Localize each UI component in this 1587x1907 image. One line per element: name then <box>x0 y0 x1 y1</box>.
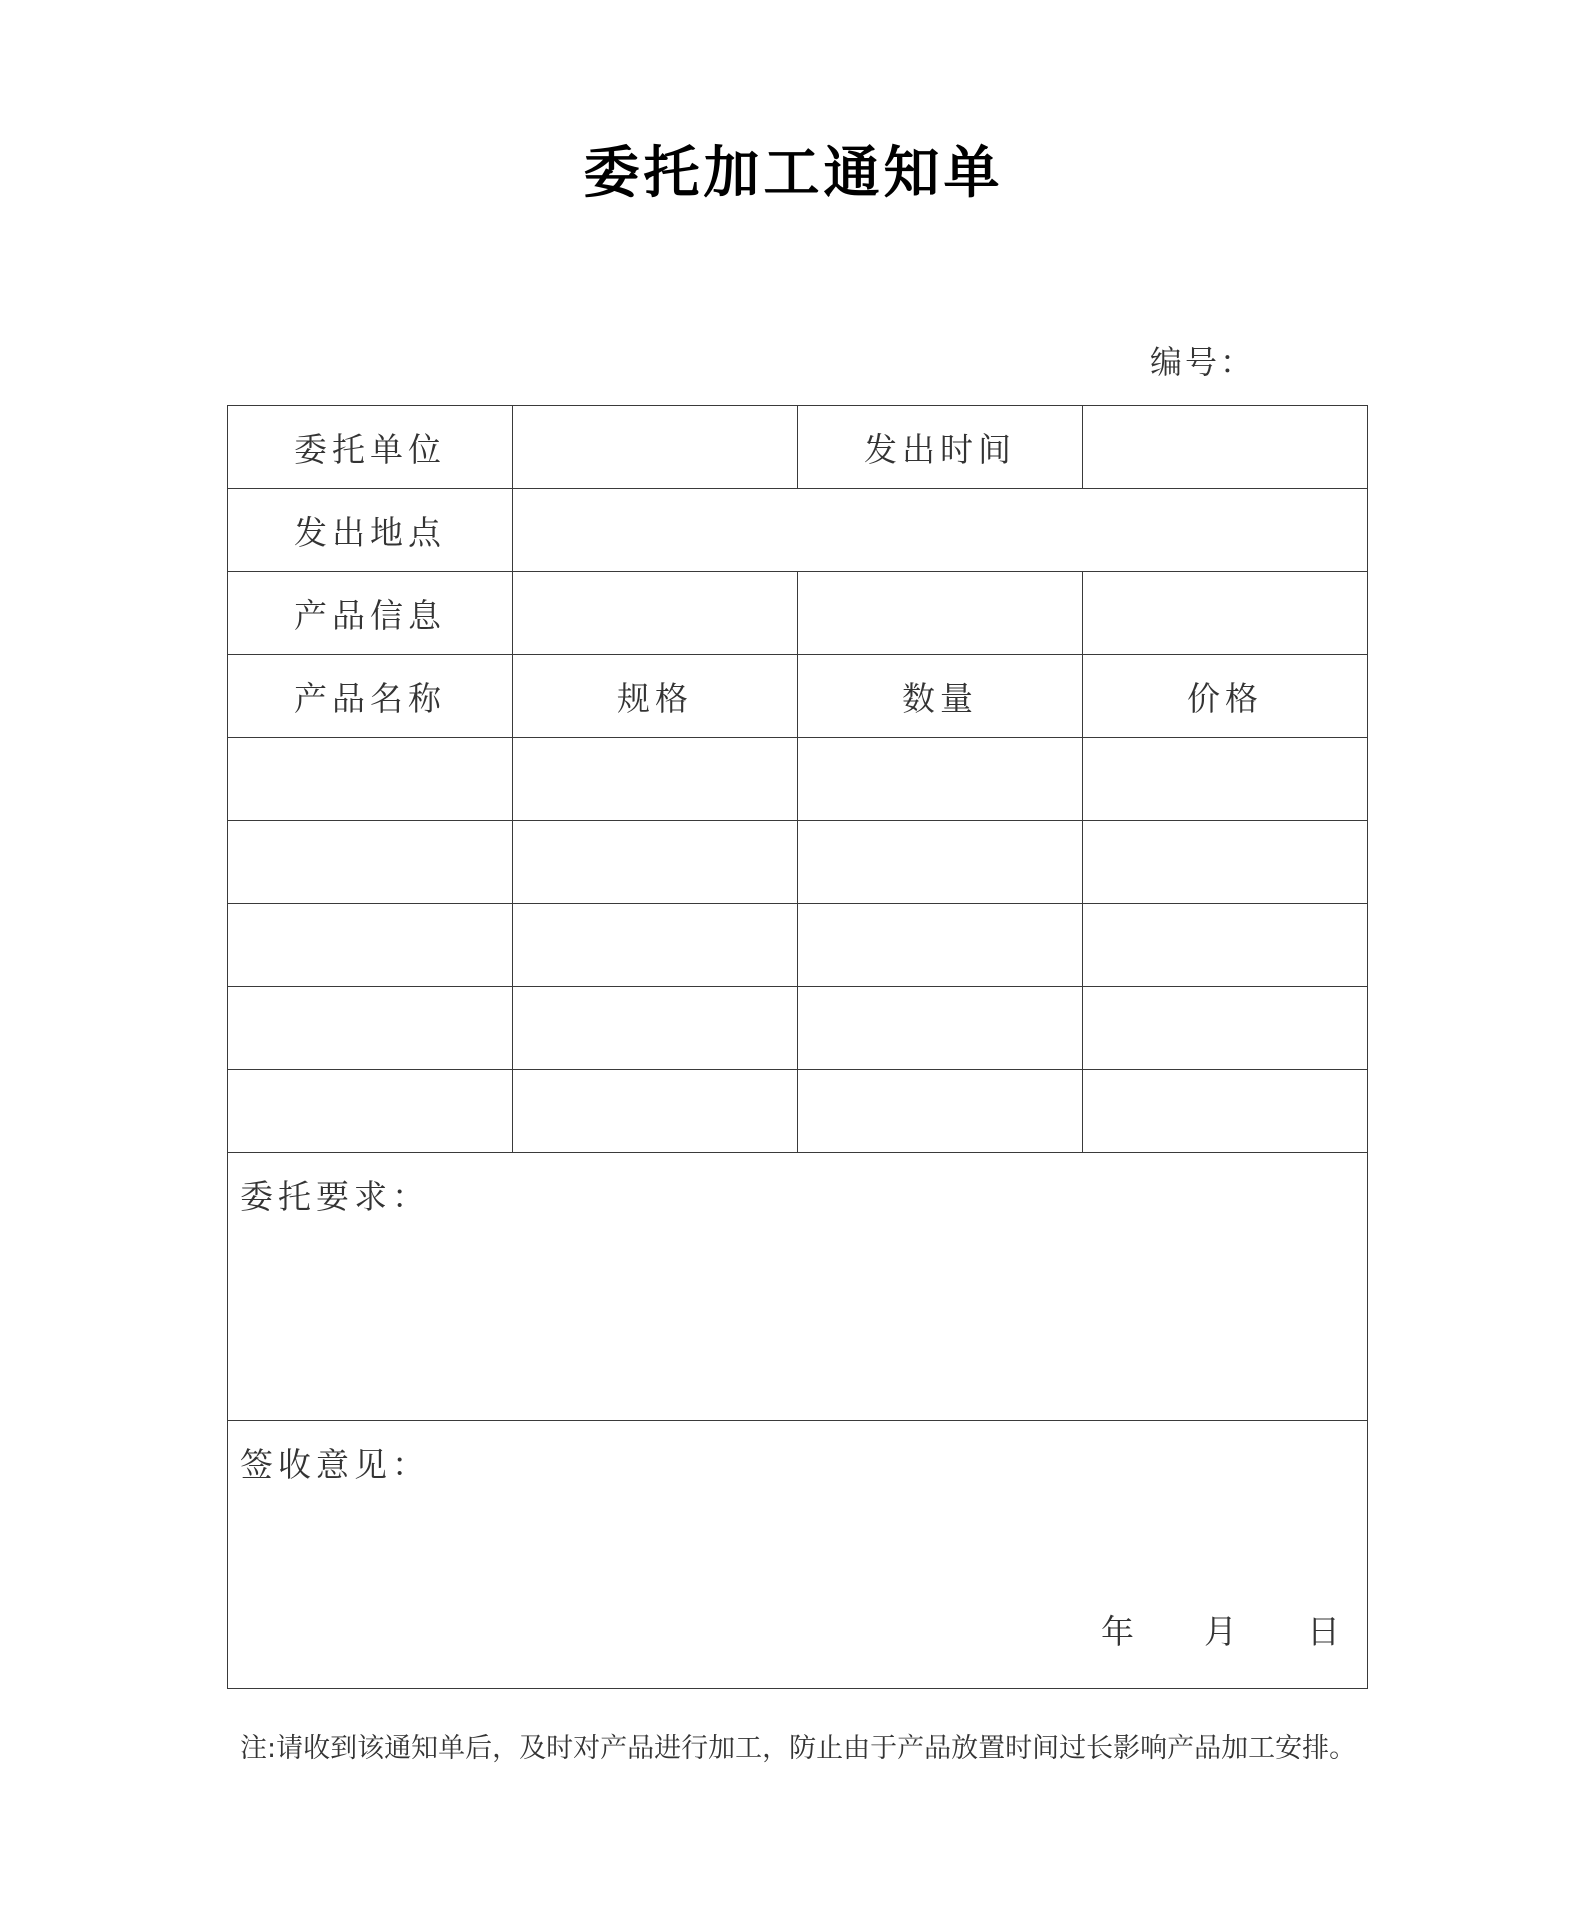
table-row <box>228 1070 1368 1153</box>
table-row <box>228 738 1368 821</box>
table-row <box>228 904 1368 987</box>
date-year-label: 年 <box>1101 1612 1139 1651</box>
spec-cell[interactable] <box>513 821 798 904</box>
price-cell[interactable] <box>1083 904 1368 987</box>
spec-cell[interactable] <box>513 738 798 821</box>
serial-number-label: 编号： <box>1150 343 1256 381</box>
date-month-label: 月 <box>1204 1612 1242 1651</box>
location-label: 发出地点 <box>228 489 513 572</box>
product-info-row <box>228 572 1368 655</box>
product-name-cell[interactable] <box>228 738 513 821</box>
requirements-label: 委托要求： <box>240 1177 430 1216</box>
product-info-field[interactable] <box>513 572 798 655</box>
product-name-cell[interactable] <box>228 1070 513 1153</box>
requirements-field[interactable] <box>228 1153 1368 1421</box>
issue-time-field[interactable] <box>1083 406 1368 489</box>
quantity-cell[interactable] <box>798 738 1083 821</box>
header-price: 价格 <box>1083 655 1368 738</box>
quantity-cell[interactable] <box>798 904 1083 987</box>
product-info-field[interactable] <box>1083 572 1368 655</box>
product-header-row <box>228 655 1368 738</box>
footer-note: 注:请收到该通知单后，及时对产品进行加工，防止由于产品放置时间过长影响产品加工安排。 <box>240 1733 1357 1764</box>
quantity-cell[interactable] <box>798 987 1083 1070</box>
price-cell[interactable] <box>1083 987 1368 1070</box>
requirements-row <box>228 1153 1368 1421</box>
issue-time-label: 发出时间 <box>798 406 1083 489</box>
date-day-label: 日 <box>1307 1612 1345 1651</box>
signature-date <box>1101 1612 1345 1652</box>
price-cell[interactable] <box>1083 738 1368 821</box>
spec-cell[interactable] <box>513 1070 798 1153</box>
table-row <box>228 821 1368 904</box>
receipt-row <box>228 1421 1368 1689</box>
table-row <box>228 987 1368 1070</box>
spec-cell[interactable] <box>513 987 798 1070</box>
header-product-name: 产品名称 <box>228 655 513 738</box>
spec-cell[interactable] <box>513 904 798 987</box>
product-info-field[interactable] <box>798 572 1083 655</box>
product-name-cell[interactable] <box>228 821 513 904</box>
location-row <box>228 489 1368 572</box>
receipt-field[interactable] <box>228 1421 1368 1689</box>
page-title: 委托加工通知单 <box>583 141 1004 206</box>
price-cell[interactable] <box>1083 821 1368 904</box>
header-quantity: 数量 <box>798 655 1083 738</box>
quantity-cell[interactable] <box>798 1070 1083 1153</box>
client-field[interactable] <box>513 406 798 489</box>
location-field[interactable] <box>513 489 1368 572</box>
client-row <box>228 406 1368 489</box>
header-spec: 规格 <box>513 655 798 738</box>
receipt-label: 签收意见： <box>240 1445 430 1484</box>
price-cell[interactable] <box>1083 1070 1368 1153</box>
product-name-cell[interactable] <box>228 987 513 1070</box>
client-label: 委托单位 <box>228 406 513 489</box>
product-name-cell[interactable] <box>228 904 513 987</box>
quantity-cell[interactable] <box>798 821 1083 904</box>
product-info-label: 产品信息 <box>228 572 513 655</box>
commission-form-table <box>227 405 1368 1689</box>
